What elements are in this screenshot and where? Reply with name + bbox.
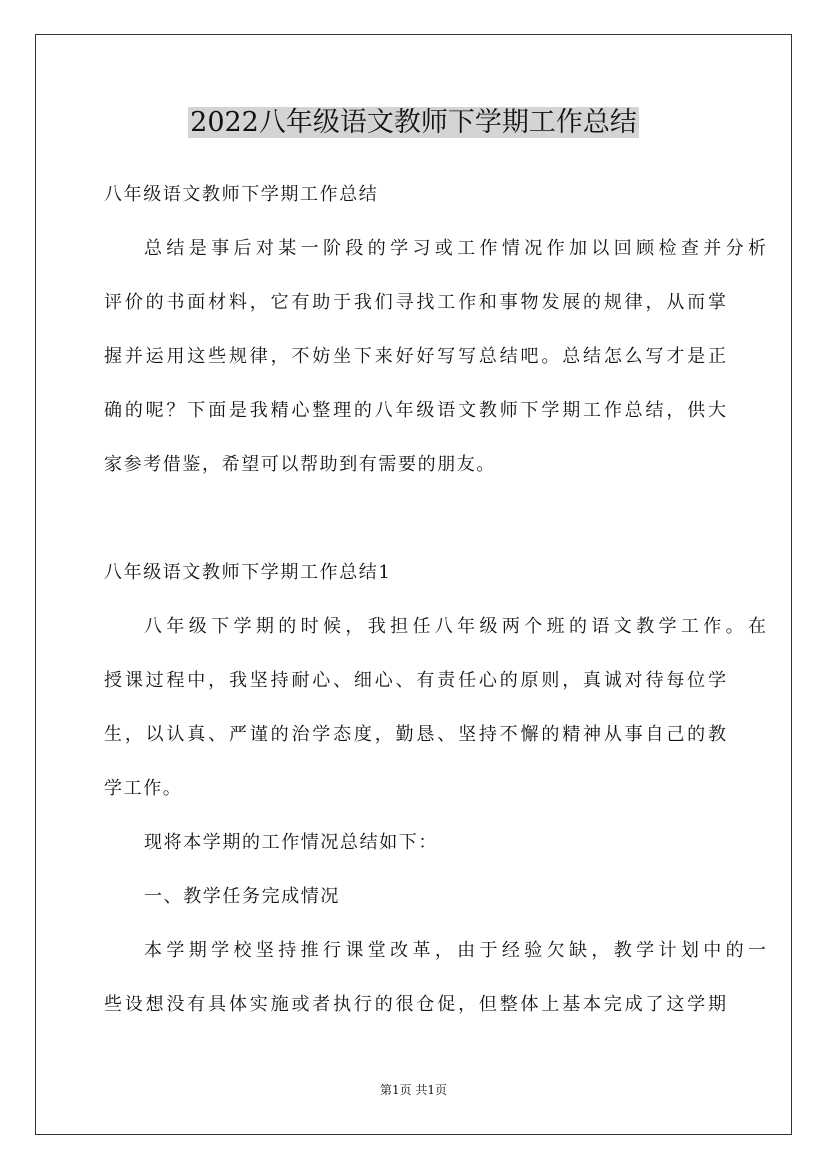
- intro-line: 确的呢？下面是我精心整理的八年级语文教师下学期工作总结，供大: [104, 400, 726, 421]
- paragraph-line: 本学期学校坚持推行课堂改革，由于经验欠缺，教学计划中的一: [144, 940, 766, 961]
- paragraph-line: 八年级下学期的时候，我担任八年级两个班的语文教学工作。在: [144, 616, 766, 637]
- document-title-text: 2022八年级语文教师下学期工作总结: [190, 107, 637, 138]
- document-title: [0, 104, 827, 142]
- paragraph-line: 些设想没有具体实施或者执行的很仓促，但整体上基本完成了这学期: [104, 994, 726, 1015]
- section-heading: 八年级语文教师下学期工作总结1: [104, 562, 392, 583]
- document-subtitle: 八年级语文教师下学期工作总结: [104, 184, 379, 205]
- page-footer: 第1页 共1页: [379, 1083, 448, 1097]
- intro-line: 家参考借鉴，希望可以帮助到有需要的朋友。: [104, 454, 496, 475]
- paragraph-line: 授课过程中，我坚持耐心、细心、有责任心的原则，真诚对待每位学: [104, 670, 726, 691]
- paragraph-line: 现将本学期的工作情况总结如下：: [144, 832, 438, 853]
- intro-line: 评价的书面材料，它有助于我们寻找工作和事物发展的规律，从而掌: [104, 292, 726, 313]
- list-item-heading: 一、教学任务完成情况: [144, 886, 340, 907]
- intro-line: 握并运用这些规律，不妨坐下来好好写写总结吧。总结怎么写才是正: [104, 346, 726, 367]
- paragraph-line: 生，以认真、严谨的治学态度，勤恳、坚持不懈的精神从事自己的教: [104, 724, 726, 745]
- paragraph-line: 学工作。: [104, 778, 183, 799]
- intro-line: 总结是事后对某一阶段的学习或工作情况作加以回顾检查并分析: [144, 238, 766, 259]
